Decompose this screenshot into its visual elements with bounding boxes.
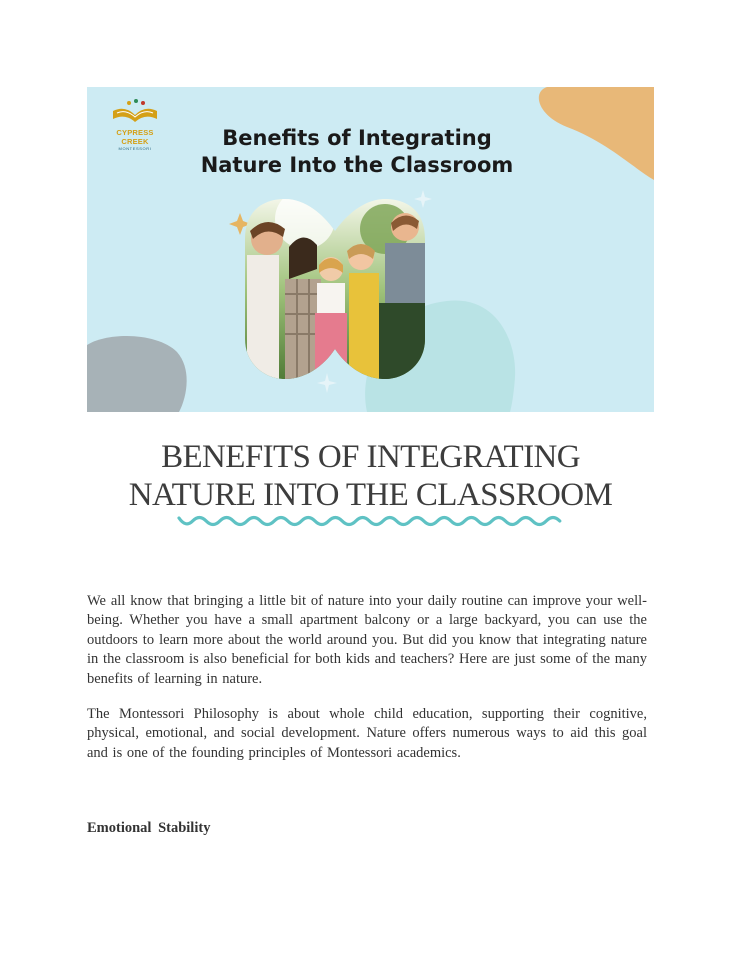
philosophy-paragraph: The Montessori Philosophy is about whole child education, supporting their cognitive, physical, emotional, and social development. Nature offers numerous ways to aid this goal and is one of the founding principles of Montessori academics. bbox=[87, 705, 647, 761]
orange-blob bbox=[539, 87, 654, 180]
intro-paragraph: We all know that bringing a little bit of nature into your daily routine can improve your well-being. Whether you have a small apartment balcony or a large backyard, you can use the outdoors to learn more about the world around you. But did you know that integrating nature in the classroom is also beneficial for both kids and teachers? Here are just some of the many benefits of learning in nature. bbox=[87, 592, 647, 687]
gray-blob bbox=[87, 336, 187, 412]
banner-title bbox=[187, 125, 527, 179]
cypress-creek-logo bbox=[103, 97, 167, 151]
article-heading bbox=[87, 438, 654, 514]
logo-name: CYPRESS CREEK bbox=[116, 128, 154, 146]
children-outdoors-photo bbox=[245, 199, 425, 381]
logo-subtitle: MONTESSORI bbox=[118, 146, 152, 151]
hero-banner bbox=[87, 87, 654, 412]
wave-divider bbox=[176, 512, 564, 532]
banner-title-line: Benefits of Integrating bbox=[222, 126, 492, 150]
article-heading-line: BENEFITS OF INTEGRATING bbox=[161, 439, 580, 475]
banner-title-line: Nature Into the Classroom bbox=[200, 153, 514, 177]
section-subheading: Emotional Stability bbox=[87, 820, 211, 836]
open-book-icon bbox=[103, 97, 167, 125]
article-heading-line: NATURE INTO THE CLASSROOM bbox=[128, 477, 613, 513]
